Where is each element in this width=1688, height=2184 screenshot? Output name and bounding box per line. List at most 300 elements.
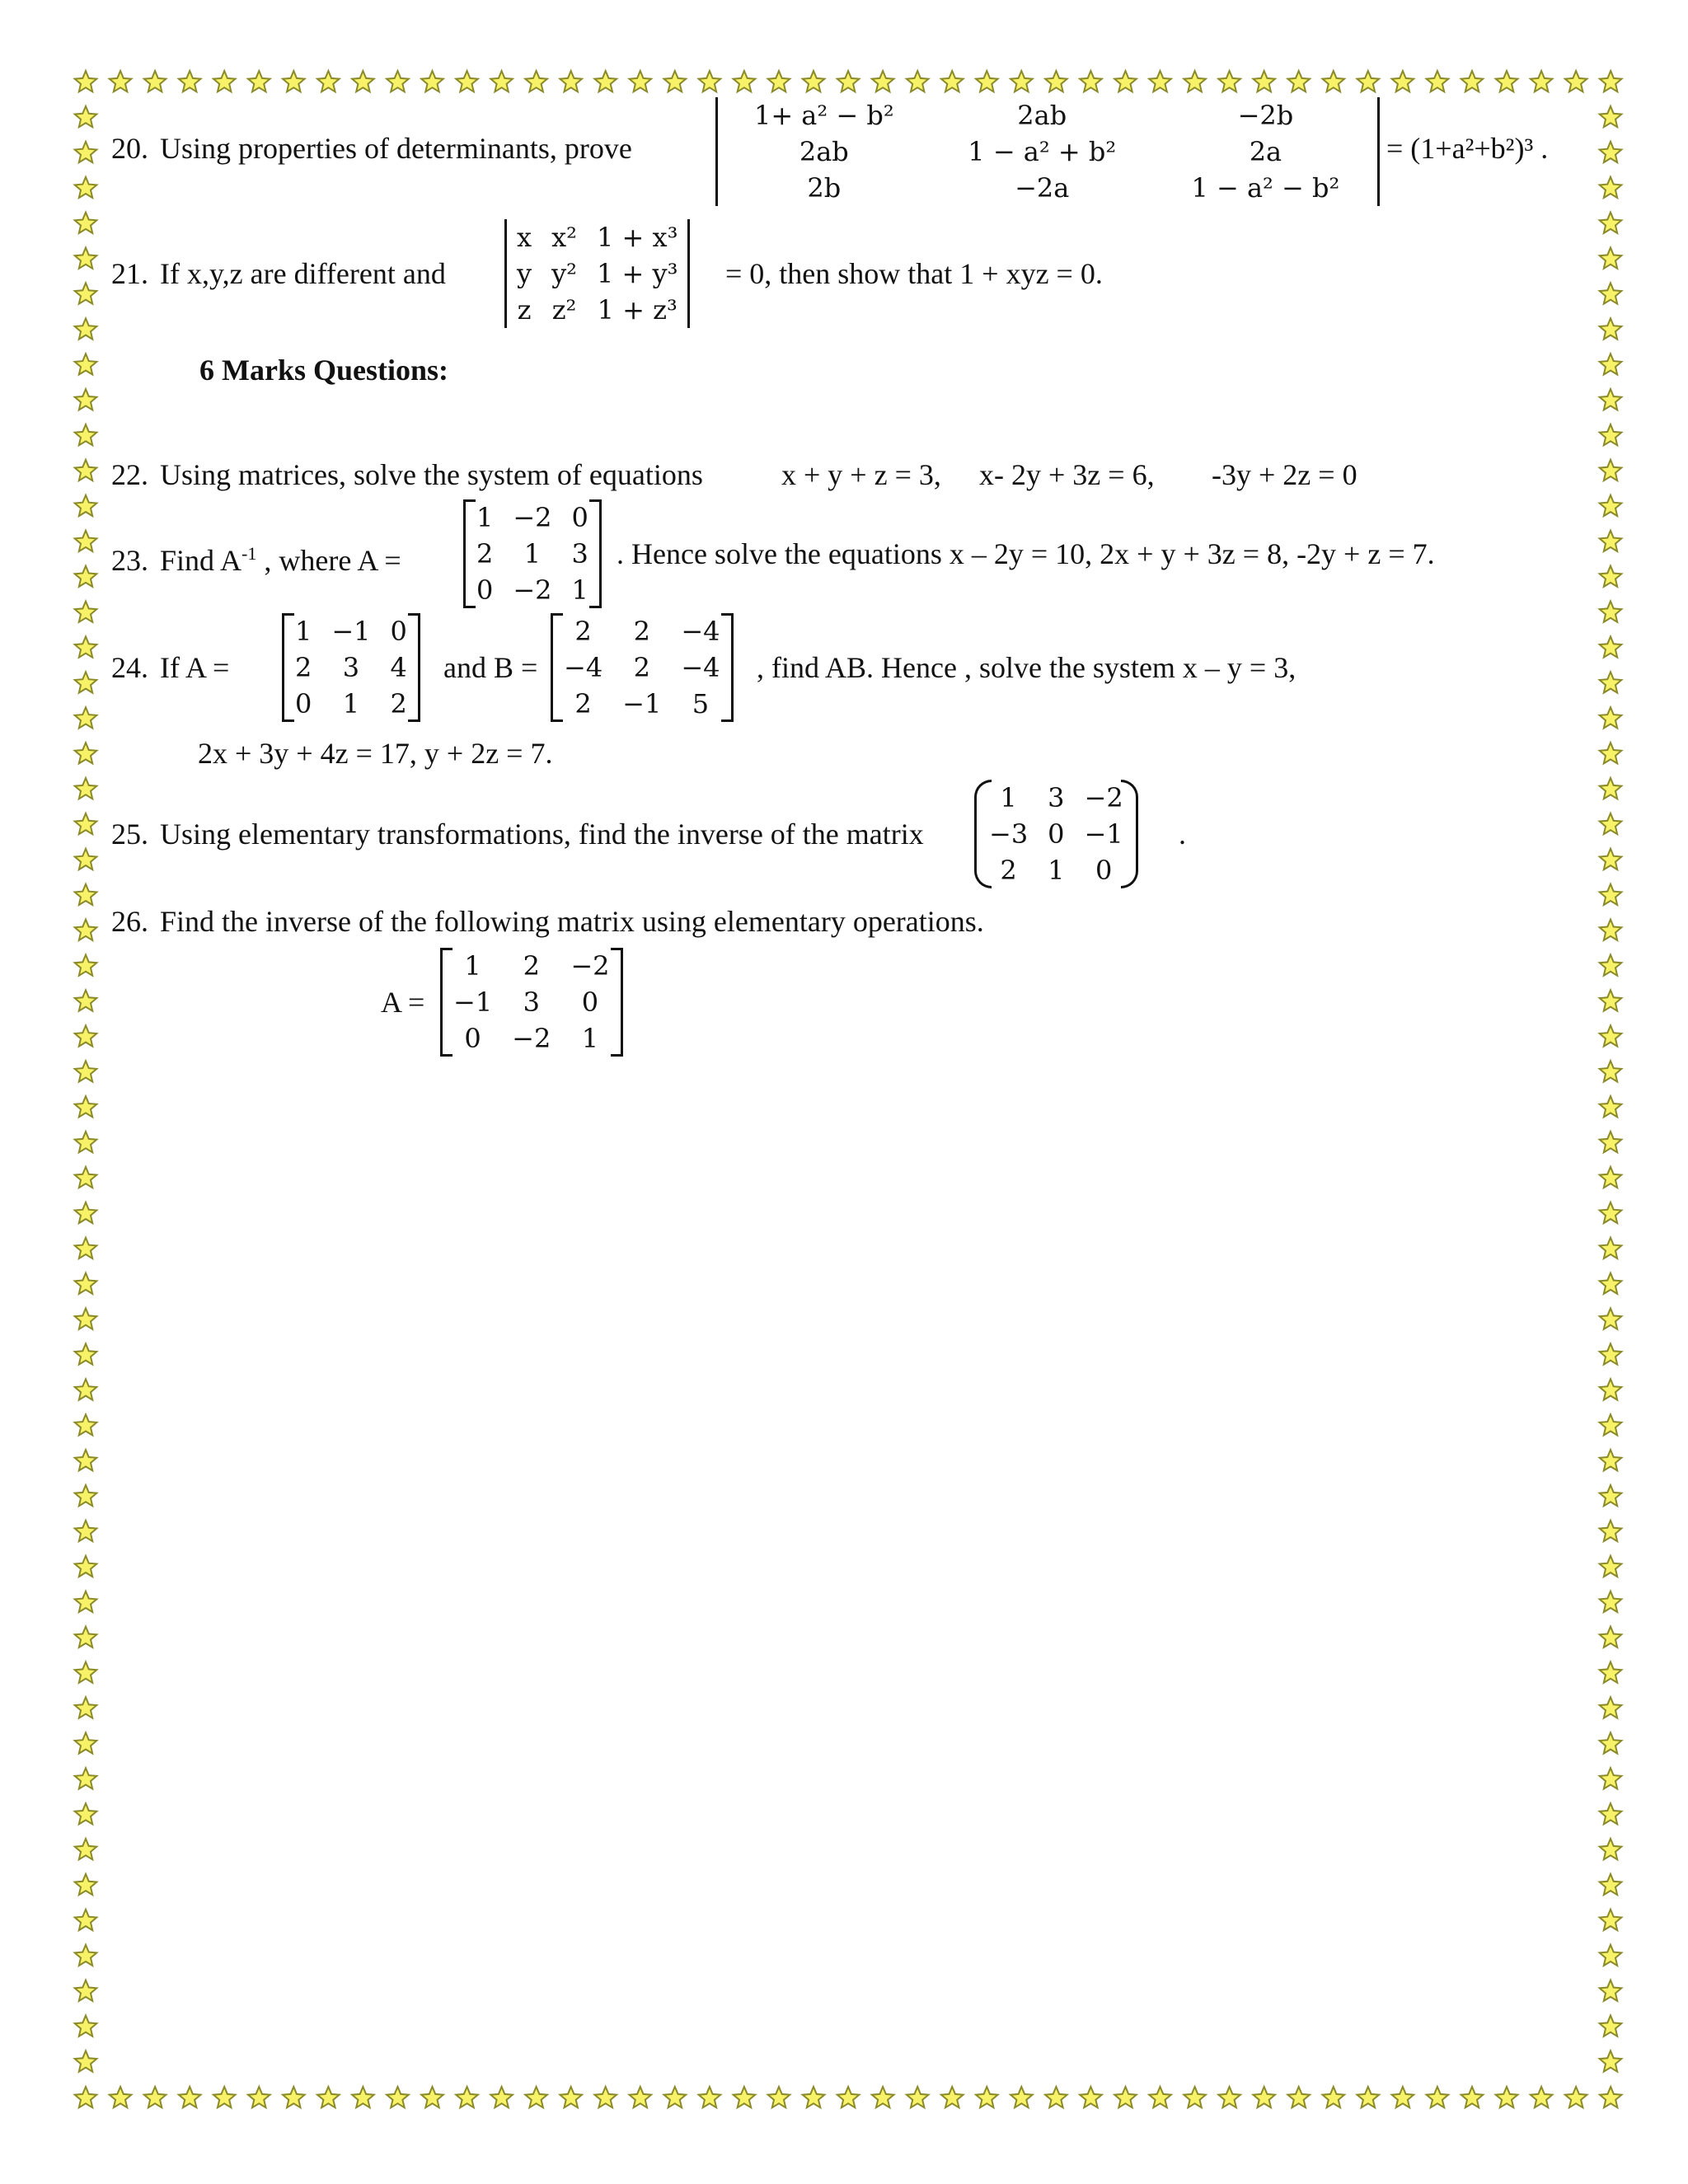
star-icon	[1600, 389, 1622, 410]
star-icon	[803, 2087, 825, 2107]
matrix-cell: 3	[523, 987, 540, 1018]
question-25-period: .	[1179, 818, 1186, 851]
star-icon	[490, 2087, 513, 2107]
star-icon	[1392, 2087, 1414, 2107]
star-icon	[1600, 1591, 1622, 1612]
matrix-cell: 0	[571, 502, 588, 533]
star-icon	[1600, 955, 1622, 976]
question-text: If x,y,z are different and	[160, 257, 446, 290]
star-icon	[525, 71, 547, 91]
equation-2: x- 2y + 3z = 6,	[979, 458, 1155, 491]
star-icon	[75, 1839, 97, 1859]
star-icon	[75, 1061, 97, 1081]
star-icon	[1600, 106, 1622, 127]
star-icon	[456, 2087, 478, 2107]
star-icon	[1531, 71, 1553, 91]
star-icon	[75, 1732, 97, 1753]
question-23	[99, 536, 401, 579]
star-icon	[1600, 1874, 1622, 1895]
star-icon	[75, 602, 97, 622]
matrix-row	[979, 852, 1133, 888]
star-icon	[179, 71, 201, 91]
star-icon	[837, 71, 860, 91]
matrix-q24-A	[285, 613, 417, 722]
star-icon	[387, 71, 409, 91]
star-icon	[387, 2087, 409, 2107]
star-icon	[1600, 707, 1622, 728]
star-icon	[75, 1662, 97, 1683]
star-icon	[144, 71, 166, 91]
star-icon	[1600, 566, 1622, 587]
star-icon	[630, 2087, 652, 2107]
matrix-cell: 0	[464, 1023, 481, 1054]
star-icon	[75, 142, 97, 162]
matrix-row	[443, 984, 620, 1020]
matrix-cell: 1	[523, 538, 542, 569]
matrix-cell: −2	[570, 950, 610, 982]
matrix-cell: −4	[681, 616, 720, 647]
star-icon	[1600, 1980, 1622, 2001]
question-21	[99, 255, 446, 292]
question-23-equations: . Hence solve the equations x – 2y = 10, 2x + y + 3z = 8, -2y + z = 7.	[617, 537, 1435, 570]
equation-1: x + y + z = 3,	[781, 458, 941, 491]
star-icon	[75, 1132, 97, 1152]
star-icon	[1565, 71, 1587, 91]
and-b-label: and B =	[443, 651, 538, 684]
star-icon	[75, 1096, 97, 1117]
star-icon	[1357, 71, 1380, 91]
star-icon	[1600, 1273, 1622, 1294]
matrix-row	[443, 948, 620, 984]
question-number: 22.	[111, 458, 148, 491]
star-icon	[1600, 990, 1622, 1010]
star-icon	[1600, 1132, 1622, 1152]
matrix-cell: 1 + x³	[597, 222, 678, 253]
matrix-row	[979, 780, 1133, 816]
question-25	[99, 816, 924, 852]
star-icon	[75, 1874, 97, 1895]
star-icon	[144, 2087, 166, 2107]
matrix-cell: 1	[1048, 855, 1065, 886]
star-icon	[75, 813, 97, 834]
determinant-q20	[715, 97, 1380, 206]
star-icon	[75, 283, 97, 303]
question-24-continued: 2x + 3y + 4z = 17, y + 2z = 7.	[198, 737, 553, 770]
matrix-cell: −2a	[1015, 172, 1070, 204]
star-icon	[1323, 71, 1345, 91]
star-icon	[75, 1591, 97, 1612]
star-icon	[75, 1202, 97, 1223]
star-icon	[1600, 177, 1622, 198]
star-icon	[456, 71, 478, 91]
star-icon	[352, 71, 374, 91]
star-icon	[75, 2087, 97, 2107]
matrix-row	[507, 292, 687, 328]
matrix-row	[507, 255, 687, 292]
matrix-row	[467, 536, 598, 572]
star-icon	[1600, 1096, 1622, 1117]
matrix-cell: 0	[390, 616, 407, 647]
star-icon	[1600, 813, 1622, 834]
matrix-cell: z²	[551, 294, 577, 326]
star-icon	[734, 2087, 756, 2107]
star-icon	[768, 2087, 790, 2107]
question-number: 26.	[111, 905, 148, 938]
star-icon	[1600, 1662, 1622, 1683]
star-icon	[75, 1803, 97, 1824]
matrix-row	[285, 649, 417, 686]
star-icon	[75, 177, 97, 198]
matrix-row	[979, 816, 1133, 852]
matrix-cell: 1	[581, 1023, 599, 1054]
star-icon	[110, 71, 132, 91]
matrix-cell: 2ab	[1017, 100, 1067, 131]
star-icon	[976, 2087, 998, 2107]
star-icon	[768, 71, 790, 91]
star-icon	[872, 2087, 894, 2107]
star-icon	[1114, 71, 1137, 91]
question-number: 24.	[111, 651, 148, 684]
star-icon	[1427, 2087, 1449, 2107]
star-icon	[421, 2087, 443, 2107]
matrix-cell: 3	[1048, 782, 1065, 813]
star-icon	[110, 2087, 132, 2107]
star-icon	[699, 2087, 721, 2107]
star-icon	[1357, 2087, 1380, 2107]
matrix-cell: 2ab	[799, 136, 849, 167]
matrix-cell: −4	[681, 652, 720, 683]
star-icon	[907, 2087, 929, 2107]
question-20-result: = (1+a²+b²)³ .	[1386, 132, 1549, 165]
star-icon	[75, 955, 97, 976]
matrix-cell: 1	[1000, 782, 1017, 813]
star-icon	[75, 460, 97, 480]
matrix-cell: z	[517, 294, 532, 326]
matrix-q24-B	[554, 613, 730, 722]
star-icon	[1600, 213, 1622, 233]
star-icon	[1600, 672, 1622, 692]
matrix-cell: 2a	[1249, 136, 1282, 167]
star-icon	[75, 636, 97, 657]
star-icon	[1565, 2087, 1587, 2107]
matrix-cell: 2	[523, 950, 540, 982]
star-icon	[1600, 1768, 1622, 1788]
matrix-cell: 1 − a² + b²	[968, 136, 1117, 167]
star-icon	[1531, 2087, 1553, 2107]
matrix-cell: y²	[551, 258, 577, 289]
star-icon	[1496, 2087, 1518, 2107]
star-icon	[560, 2087, 582, 2107]
star-icon	[1045, 2087, 1067, 2107]
star-icon	[1600, 849, 1622, 869]
star-icon	[1114, 2087, 1137, 2107]
matrix-cell: 1	[295, 616, 312, 647]
star-icon	[1600, 1839, 1622, 1859]
star-icon	[75, 389, 97, 410]
matrix-cell: 1 − a² − b²	[1191, 172, 1340, 204]
star-icon	[283, 2087, 305, 2107]
star-icon	[75, 106, 97, 127]
star-icon	[283, 71, 305, 91]
star-icon	[317, 71, 340, 91]
star-icon	[1600, 1202, 1622, 1223]
star-icon	[1600, 602, 1622, 622]
star-icon	[352, 2087, 374, 2107]
star-icon	[1600, 1732, 1622, 1753]
matrix-row	[467, 499, 598, 536]
star-icon	[837, 2087, 860, 2107]
star-icon	[525, 2087, 547, 2107]
star-icon	[1600, 1238, 1622, 1258]
star-icon	[490, 71, 513, 91]
star-icon	[664, 71, 687, 91]
star-icon	[1253, 2087, 1275, 2107]
star-icon	[1496, 71, 1518, 91]
star-icon	[75, 354, 97, 374]
star-icon	[734, 71, 756, 91]
star-icon	[1600, 1167, 1622, 1188]
star-icon	[907, 71, 929, 91]
star-icon	[75, 778, 97, 799]
matrix-cell: 1	[342, 688, 360, 719]
star-icon	[1600, 778, 1622, 799]
matrix-cell: 3	[571, 538, 588, 569]
matrix-cell: 0	[476, 574, 494, 606]
star-icon	[75, 920, 97, 940]
star-icon	[1461, 71, 1484, 91]
matrix-cell: 0	[295, 688, 312, 719]
question-text: Using matrices, solve the system of equations	[160, 458, 703, 491]
matrix-cell: −1	[453, 987, 493, 1018]
star-icon	[699, 71, 721, 91]
star-icon	[1010, 2087, 1033, 2107]
star-icon	[75, 2050, 97, 2071]
question-number: 21.	[111, 257, 148, 290]
question-21-conclusion: = 0, then show that 1 + xyz = 0.	[725, 257, 1103, 290]
matrix-cell: −2	[513, 502, 552, 533]
matrix-cell: 2	[476, 538, 494, 569]
star-icon	[75, 1980, 97, 2001]
star-icon	[75, 1945, 97, 1966]
star-icon	[1149, 2087, 1171, 2107]
star-icon	[1600, 920, 1622, 940]
star-icon	[1600, 1627, 1622, 1647]
matrix-row	[718, 170, 1377, 206]
matrix-cell: 2	[1000, 855, 1017, 886]
inverse-superscript: -1	[241, 543, 257, 564]
star-icon	[1080, 2087, 1102, 2107]
matrix-cell: 1	[476, 502, 494, 533]
star-icon	[75, 1768, 97, 1788]
star-icon	[1218, 2087, 1240, 2107]
star-icon	[1600, 1803, 1622, 1824]
star-icon	[75, 71, 97, 91]
star-icon	[1080, 71, 1102, 91]
question-26	[99, 903, 984, 940]
determinant-q21	[504, 219, 690, 328]
star-icon	[75, 1414, 97, 1435]
star-icon	[75, 884, 97, 905]
star-icon	[1600, 1556, 1622, 1577]
matrix-q23	[467, 499, 598, 608]
star-icon	[75, 707, 97, 728]
matrix-cell: 4	[390, 652, 407, 683]
star-icon	[1184, 2087, 1206, 2107]
star-icon	[1600, 1450, 1622, 1470]
matrix-row	[718, 134, 1377, 170]
star-icon	[1218, 71, 1240, 91]
star-icon	[1149, 71, 1171, 91]
question-22	[99, 457, 703, 493]
star-icon	[75, 1343, 97, 1364]
matrix-cell: −3	[989, 818, 1029, 850]
star-icon	[1600, 2087, 1622, 2107]
star-icon	[1600, 2016, 1622, 2036]
matrix-cell: x²	[551, 222, 577, 253]
question-number: 25.	[111, 818, 148, 851]
matrix-cell: y	[517, 258, 532, 289]
star-icon	[1600, 1910, 1622, 1930]
matrix-row	[554, 649, 730, 686]
matrix-cell: 2	[633, 652, 650, 683]
matrix-cell: 1	[464, 950, 481, 982]
star-icon	[75, 672, 97, 692]
star-icon	[75, 213, 97, 233]
star-icon	[1045, 71, 1067, 91]
star-icon	[75, 1025, 97, 1046]
equation-3: -3y + 2z = 0	[1212, 458, 1357, 491]
matrix-cell: −4	[564, 652, 603, 683]
star-icon	[560, 71, 582, 91]
question-text: Using properties of determinants, prove	[160, 132, 632, 165]
star-icon	[1600, 1061, 1622, 1081]
star-icon	[1600, 1343, 1622, 1364]
star-icon	[1392, 71, 1414, 91]
star-icon	[1600, 283, 1622, 303]
matrix-cell: −1	[622, 688, 662, 719]
star-icon	[75, 1697, 97, 1718]
matrix-cell: 2	[390, 688, 407, 719]
matrix-cell: 0	[1095, 855, 1113, 886]
star-icon	[248, 71, 270, 91]
star-icon	[179, 2087, 201, 2107]
matrix-row	[718, 97, 1377, 134]
question-text: Find the inverse of the following matrix using elementary operations.	[160, 905, 984, 938]
matrix-cell: 2	[633, 616, 650, 647]
question-text: If A =	[160, 651, 230, 684]
matrix-row	[507, 219, 687, 255]
star-icon	[1600, 1485, 1622, 1506]
star-icon	[664, 2087, 687, 2107]
matrix-q26	[443, 948, 620, 1057]
star-icon	[1600, 531, 1622, 551]
star-icon	[941, 2087, 964, 2107]
star-icon	[1600, 1025, 1622, 1046]
star-icon	[1287, 71, 1310, 91]
matrix-cell: x	[517, 222, 532, 253]
star-icon	[1600, 142, 1622, 162]
star-icon	[1323, 2087, 1345, 2107]
star-icon	[594, 2087, 617, 2107]
star-icon	[75, 1521, 97, 1541]
matrix-cell: 5	[692, 688, 710, 719]
matrix-row	[467, 572, 598, 608]
star-icon	[75, 424, 97, 445]
star-icon	[1600, 1697, 1622, 1718]
star-icon	[803, 71, 825, 91]
matrix-row	[285, 686, 417, 722]
star-icon	[75, 248, 97, 269]
matrix-cell: 2	[574, 688, 592, 719]
star-icon	[1600, 884, 1622, 905]
star-icon	[213, 71, 236, 91]
star-icon	[421, 71, 443, 91]
matrix-cell: −2	[512, 1023, 551, 1054]
matrix-row	[554, 613, 730, 649]
section-heading: 6 Marks Questions:	[199, 354, 449, 387]
matrix-cell: −2b	[1237, 100, 1294, 131]
question-number: 20.	[111, 132, 148, 165]
star-icon	[976, 71, 998, 91]
matrix-cell: 3	[342, 652, 360, 683]
star-icon	[75, 1379, 97, 1399]
matrix-row	[554, 686, 730, 722]
question-text-cont: , where A =	[256, 544, 401, 577]
matrix-cell: −1	[331, 616, 371, 647]
star-icon	[75, 495, 97, 516]
star-icon	[1600, 1521, 1622, 1541]
star-icon	[594, 71, 617, 91]
question-text: Using elementary transformations, find the inverse of the matrix	[160, 818, 924, 851]
star-icon	[1600, 495, 1622, 516]
star-icon	[75, 1556, 97, 1577]
star-icon	[1600, 743, 1622, 763]
matrix-row	[285, 613, 417, 649]
matrix-cell: −2	[1084, 782, 1123, 813]
star-icon	[1600, 318, 1622, 339]
star-icon	[1287, 2087, 1310, 2107]
question-text: Find A	[160, 544, 242, 577]
matrix-cell: 1+ a² − b²	[753, 100, 894, 131]
star-icon	[317, 2087, 340, 2107]
star-icon	[1461, 2087, 1484, 2107]
matrix-label-A: A =	[381, 986, 425, 1019]
matrix-cell: −1	[1084, 818, 1123, 850]
matrix-cell: 2	[574, 616, 592, 647]
star-icon	[1600, 460, 1622, 480]
star-icon	[75, 1485, 97, 1506]
star-icon	[1253, 71, 1275, 91]
star-icon	[941, 71, 964, 91]
star-icon	[1600, 2050, 1622, 2071]
star-icon	[872, 71, 894, 91]
star-icon	[1427, 71, 1449, 91]
star-icon	[75, 1627, 97, 1647]
star-icon	[75, 1450, 97, 1470]
star-icon	[1600, 1309, 1622, 1329]
star-icon	[75, 1167, 97, 1188]
star-icon	[75, 1910, 97, 1930]
star-icon	[1600, 636, 1622, 657]
question-24	[99, 649, 229, 686]
question-24-task: , find AB. Hence , solve the system x – y = 3,	[757, 651, 1296, 684]
matrix-cell: 1 + z³	[597, 294, 678, 326]
star-icon	[248, 2087, 270, 2107]
star-icon	[75, 318, 97, 339]
matrix-cell: 1	[571, 574, 588, 606]
star-icon	[1600, 1945, 1622, 1966]
matrix-cell: 2	[295, 652, 312, 683]
